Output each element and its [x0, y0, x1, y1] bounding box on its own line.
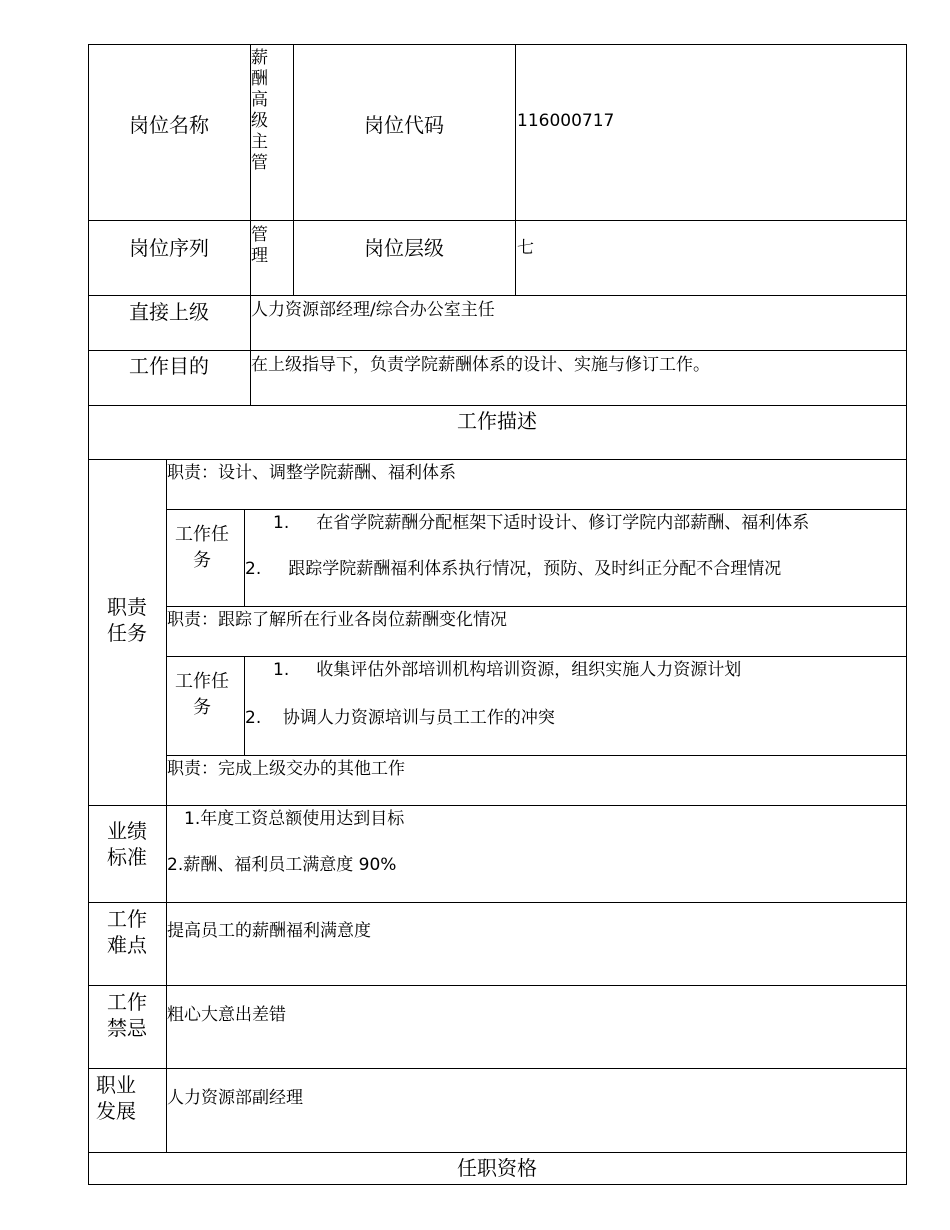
task-1-label-cell	[166, 509, 245, 607]
taboo-label: 工作禁忌	[107, 990, 147, 1040]
qualification-header	[88, 1152, 907, 1185]
post-code-value: 116000717	[517, 111, 615, 131]
superior-label-cell	[88, 295, 251, 351]
superior-value-cell	[250, 295, 907, 351]
task-1-list-cell	[244, 509, 907, 607]
post-level-label: 岗位层级	[364, 236, 444, 260]
work-description-header	[88, 405, 907, 460]
post-series-label-cell	[88, 220, 251, 296]
post-name-label: 岗位名称	[129, 113, 209, 137]
taboo-label-cell	[88, 985, 167, 1069]
task-1-item-1: 1. 在省学院薪酬分配框架下适时设计、修订学院内部薪酬、福利体系	[273, 513, 810, 533]
career-label: 职业发展	[96, 1073, 136, 1123]
superior-value: 人力资源部经理/综合办公室主任	[251, 300, 495, 320]
post-series-label: 岗位序列	[129, 236, 209, 260]
purpose-label: 工作目的	[129, 354, 209, 378]
work-description-title: 工作描述	[457, 409, 537, 433]
performance-item-2: 2.薪酬、福利员工满意度 90%	[167, 855, 397, 875]
duty-3-text: 职责：完成上级交办的其他工作	[167, 759, 405, 779]
post-name-value-cell	[250, 44, 294, 221]
career-label-cell	[88, 1068, 167, 1153]
task-2-item-1: 1. 收集评估外部培训机构培训资源，组织实施人力资源计划	[273, 660, 742, 680]
performance-item-1: 1.年度工资总额使用达到目标	[184, 809, 405, 829]
qualification-title: 任职资格	[457, 1156, 537, 1180]
post-level-label-cell	[293, 220, 516, 296]
task-2-label-cell	[166, 656, 245, 756]
post-series-value-cell	[250, 220, 294, 296]
duty-1-text: 职责：设计、调整学院薪酬、福利体系	[167, 463, 456, 483]
post-name-value: 薪酬高级主管	[251, 48, 268, 173]
duty-1-cell	[166, 459, 907, 510]
difficulty-value: 提高员工的薪酬福利满意度	[167, 921, 371, 941]
post-code-value-cell	[515, 44, 907, 221]
task-2-item-2: 2. 协调人力资源培训与员工工作的冲突	[245, 708, 555, 728]
taboo-value: 粗心大意出差错	[167, 1005, 286, 1025]
post-name-label-cell	[88, 44, 251, 221]
superior-label: 直接上级	[129, 300, 209, 324]
post-level-value: 七	[517, 238, 534, 258]
duty-2-cell	[166, 606, 907, 657]
career-value-cell	[166, 1068, 907, 1153]
post-level-value-cell	[515, 220, 907, 296]
task-1-item-2: 2. 跟踪学院薪酬福利体系执行情况，预防、及时纠正分配不合理情况	[245, 559, 782, 579]
task-2-label: 工作任务	[175, 671, 229, 718]
duty-3-cell	[166, 755, 907, 806]
performance-label: 业绩标准	[107, 819, 147, 869]
career-value: 人力资源部副经理	[167, 1088, 303, 1108]
purpose-label-cell	[88, 350, 251, 406]
difficulty-label: 工作难点	[107, 907, 147, 957]
performance-label-cell	[88, 805, 167, 903]
post-code-label-cell	[293, 44, 516, 221]
duties-label-cell	[88, 459, 167, 806]
duties-label: 职责任务	[107, 595, 147, 645]
purpose-value: 在上级指导下，负责学院薪酬体系的设计、实施与修订工作。	[251, 355, 710, 375]
difficulty-label-cell	[88, 902, 167, 986]
performance-value-cell	[166, 805, 907, 903]
task-2-list-cell	[244, 656, 907, 756]
taboo-value-cell	[166, 985, 907, 1069]
purpose-value-cell	[250, 350, 907, 406]
task-1-label: 工作任务	[175, 524, 229, 571]
post-series-value: 管理	[251, 225, 268, 266]
difficulty-value-cell	[166, 902, 907, 986]
post-code-label: 岗位代码	[364, 113, 444, 137]
duty-2-text: 职责：跟踪了解所在行业各岗位薪酬变化情况	[167, 610, 507, 630]
